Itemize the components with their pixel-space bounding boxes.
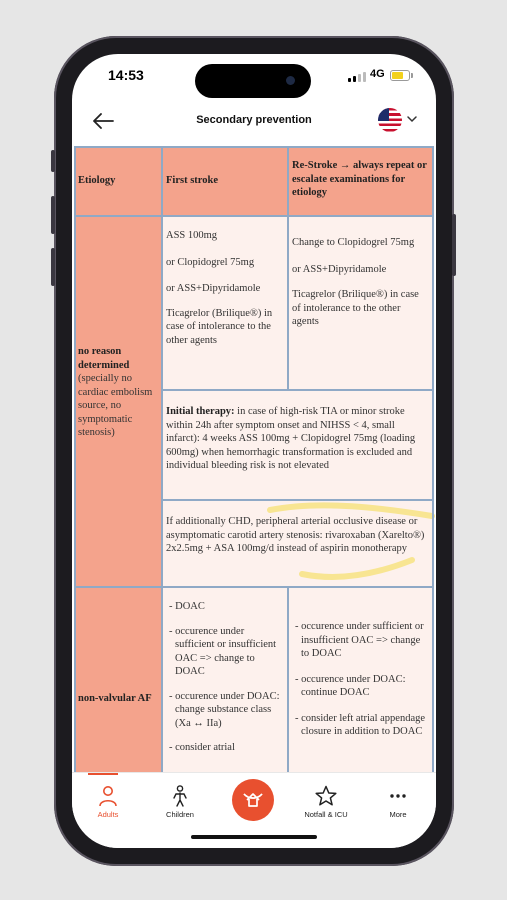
silent-switch	[51, 150, 55, 172]
tab-label-children: Children	[166, 810, 194, 819]
home-indicator	[191, 835, 317, 839]
more-dots-icon	[386, 785, 410, 807]
home-icon	[238, 785, 268, 815]
table-border	[432, 146, 434, 772]
re-l2: or ASS+Dipyridamole	[292, 263, 387, 275]
status-bar	[72, 54, 436, 100]
guideline-table-image	[72, 146, 436, 772]
re-l1: Change to Clopidogrel 75mg	[292, 237, 415, 248]
tab-notfall-icu[interactable]	[290, 773, 362, 833]
tab-adults[interactable]	[72, 773, 144, 833]
camera-icon	[286, 76, 295, 85]
status-time: 14:53	[108, 67, 144, 83]
first-l1: ASS 100mg	[166, 230, 218, 241]
af-first-l1: - DOAC	[169, 601, 205, 612]
etiology-no-reason	[76, 217, 161, 586]
chevron-down-icon[interactable]	[405, 112, 419, 126]
initial-therapy-text: in case of high-risk TIA or minor stroke within 24h after symptom onset and NIHSS < 4, small infarct): 4 weeks ASS 100mg + Clopidogrel 75mg (loading 600mg) when hemorrhagic transformation is excluded and individual bleeding risk is not elevated	[166, 406, 416, 471]
initial-therapy-label: Initial therapy:	[166, 406, 235, 417]
table-border	[161, 389, 434, 391]
af-first-stroke-cell	[163, 588, 287, 772]
af-re-l2: - occurence under DOAC: continue DOAC	[295, 673, 406, 698]
tab-children[interactable]	[144, 773, 216, 833]
table-border	[161, 499, 434, 501]
additional-therapy-cell	[163, 501, 432, 586]
af-first-l2: - occurence under sufficient or insufficient OAC => change to DOAC	[169, 625, 277, 677]
first-l3: or ASS+Dipyridamole	[166, 283, 261, 294]
first-stroke-cell	[163, 217, 287, 389]
volume-down-button	[51, 248, 55, 286]
page-title: Secondary prevention	[196, 114, 312, 126]
header-first-stroke: First stroke	[163, 148, 287, 215]
table-border	[161, 146, 163, 772]
additional-therapy-text: If additionally CHD, peripheral arterial occlusive disease or asymptomatic carotid artery stenosis: rivaroxaban (Xarelto®) 2x2.5mg + ASA 100mg/d instead of aspirin monotherapy	[166, 516, 425, 554]
network-label: 4G	[370, 68, 385, 80]
table-border	[74, 146, 76, 772]
battery-icon	[390, 70, 410, 81]
tab-label-more: More	[389, 810, 407, 819]
child-icon	[168, 785, 192, 807]
af-first-l3: - occurence under DOAC: change substance class (Xa ↔ IIa)	[169, 690, 280, 729]
af-restroke-cell	[289, 588, 432, 772]
person-icon	[96, 785, 120, 807]
header-restroke: Re-Stroke → always repeat or escalate examinations for etiology	[289, 148, 432, 215]
table-border	[74, 146, 434, 148]
first-l4: Ticagrelor (Brilique®) in case of intolerance to the other agents	[166, 307, 273, 346]
restroke-cell	[289, 217, 432, 389]
dynamic-island	[195, 64, 311, 98]
etiology-non-valvular-af: non-valvular AF	[76, 588, 161, 772]
us-flag-icon[interactable]	[378, 108, 402, 132]
af-re-l1: - occurence under sufficient or insufficient OAC => change to DOAC	[295, 621, 424, 659]
initial-therapy-cell	[163, 391, 432, 499]
table-border	[74, 586, 434, 588]
etiology-note: (specially no cardiac embolism source, no symptomatic stenosis)	[78, 373, 153, 438]
home-button[interactable]	[232, 779, 274, 821]
table-border	[74, 215, 434, 217]
header-etiology: Etiology	[76, 148, 161, 215]
table-border	[287, 586, 289, 772]
app-screen	[72, 54, 436, 848]
af-first-l4: - consider atrial	[169, 742, 235, 753]
table-border	[287, 146, 289, 391]
tab-label-adults: Adults	[97, 810, 119, 819]
nav-bar	[72, 100, 436, 144]
tab-label-notfall-icu: Notfall & ICU	[304, 810, 348, 819]
re-l3: Ticagrelor (Brilique®) in case of intolerance to the other agents	[292, 289, 419, 327]
af-re-l3: - consider left atrial appendage closure in addition to DOAC	[295, 712, 426, 737]
tab-more[interactable]	[362, 773, 434, 833]
power-button	[452, 214, 456, 276]
star-icon	[314, 785, 338, 807]
tab-bar	[72, 772, 436, 848]
volume-up-button	[51, 196, 55, 234]
etiology-bold: no reason determined	[78, 346, 130, 371]
signal-icon	[348, 71, 368, 82]
first-l2: or Clopidogrel 75mg	[166, 256, 255, 268]
